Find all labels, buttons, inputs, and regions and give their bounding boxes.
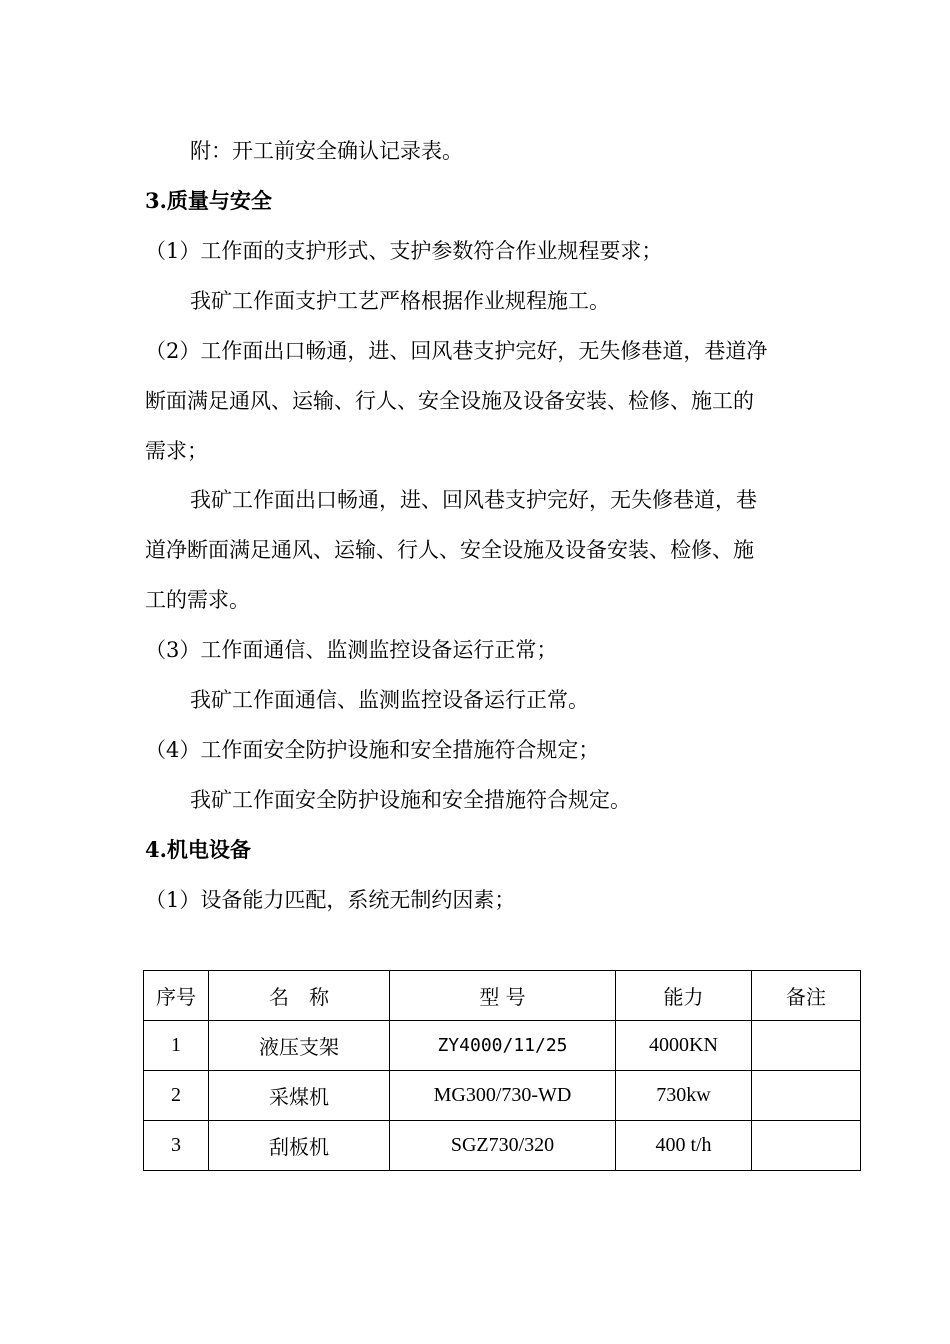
section-heading-electromechanical: 4.机电设备 [145, 837, 251, 862]
item-4-response: 我矿工作面安全防护设施和安全措施符合规定。 [190, 788, 631, 812]
header-index: 序号 [144, 971, 209, 1021]
item-3-requirement: （3）工作面通信、监测监控设备运行正常； [145, 638, 558, 662]
row-name: 液压支架 [209, 1021, 390, 1071]
item-2-response-line-2: 道净断面满足通风、运输、行人、安全设施及设备安装、检修、施 [145, 538, 754, 562]
equipment-table [143, 970, 861, 1171]
item-2-response-line-1: 我矿工作面出口畅通，进、回风巷支护完好，无失修巷道，巷 [190, 488, 757, 512]
row-index: 3 [144, 1121, 209, 1171]
item-2-requirement-line-2: 断面满足通风、运输、行人、安全设施及设备安装、检修、施工的 [145, 389, 754, 413]
row-capacity: 4000KN [616, 1021, 752, 1071]
item-4-requirement: （4）工作面安全防护设施和安全措施符合规定； [145, 738, 600, 762]
header-name: 名 称 [209, 971, 390, 1021]
item-1-response: 我矿工作面支护工艺严格根据作业规程施工。 [190, 289, 610, 313]
section-heading-quality-safety: 3.质量与安全 [145, 188, 272, 213]
table-row [144, 1021, 861, 1071]
row-model: ZY4000/11/25 [390, 1021, 616, 1071]
row-index: 1 [144, 1021, 209, 1071]
item-2-requirement-line-1: （2）工作面出口畅通，进、回风巷支护完好，无失修巷道，巷道净 [145, 339, 768, 363]
header-remarks: 备注 [752, 971, 861, 1021]
item-2-response-line-3: 工的需求。 [145, 588, 250, 612]
row-capacity: 730kw [616, 1071, 752, 1121]
table-row [144, 1121, 861, 1171]
table-row [144, 1071, 861, 1121]
equipment-item-1: （1）设备能力匹配，系统无制约因素； [145, 888, 516, 912]
row-remarks [752, 1021, 861, 1071]
item-2-requirement-line-3: 需求； [145, 439, 208, 463]
attachment-note: 附：开工前安全确认记录表。 [190, 139, 463, 163]
row-name: 采煤机 [209, 1071, 390, 1121]
header-capacity: 能力 [616, 971, 752, 1021]
row-remarks [752, 1121, 861, 1171]
row-model: MG300/730-WD [390, 1071, 616, 1121]
item-3-response: 我矿工作面通信、监测监控设备运行正常。 [190, 688, 589, 712]
header-model: 型 号 [390, 971, 616, 1021]
item-1-requirement: （1）工作面的支护形式、支护参数符合作业规程要求； [145, 239, 663, 263]
row-name: 刮板机 [209, 1121, 390, 1171]
row-remarks [752, 1071, 861, 1121]
row-index: 2 [144, 1071, 209, 1121]
table-header-row [144, 971, 861, 1021]
row-capacity: 400 t/h [616, 1121, 752, 1171]
row-model: SGZ730/320 [390, 1121, 616, 1171]
